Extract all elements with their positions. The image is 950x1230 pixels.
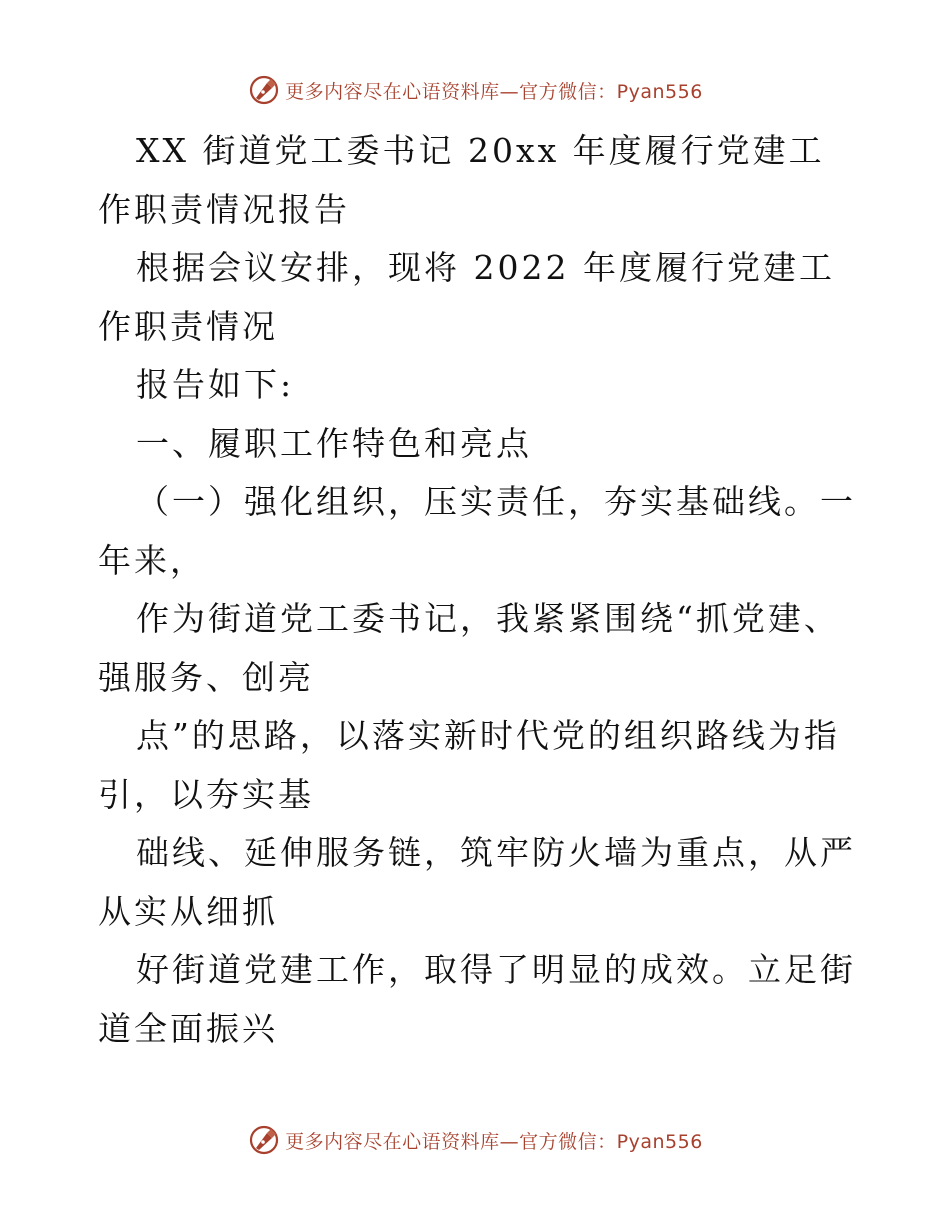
- paragraph-6: 础线、延伸服务链，筑牢防火墙为重点，从严从实从细抓: [98, 833, 856, 931]
- paragraph-1: 根据会议安排，现将 2022 年度履行党建工作职责情况: [98, 248, 835, 346]
- footer-watermark: [247, 1123, 703, 1157]
- paragraph-5: 点”的思路，以落实新时代党的组织路线为指引，以夯实基: [98, 716, 840, 814]
- document-title: XX 街道党工委书记 20xx 年度履行党建工作职责情况报告: [98, 131, 825, 229]
- paragraph-3: （一）强化组织，压实责任，夯实基础线。一年来，: [98, 482, 856, 580]
- paragraph-4: 作为街道党工委书记，我紧紧围绕“抓党建、强服务、创亮: [98, 599, 840, 697]
- section-heading-1: 一、履职工作特色和亮点: [136, 423, 532, 463]
- pen-nib-logo-icon: [247, 73, 281, 107]
- footer-watermark-banner: [0, 1120, 950, 1160]
- footer-watermark-text: 更多内容尽在心语资料库—官方微信：Pyan556: [285, 1130, 703, 1153]
- header-watermark-banner: [0, 70, 950, 110]
- paragraph-7: 好街道党建工作，取得了明显的成效。立足街道全面振兴: [98, 950, 856, 1048]
- pen-nib-logo-icon: [247, 1123, 281, 1157]
- paragraph-2: 报告如下:: [136, 365, 295, 404]
- document-body: [98, 122, 858, 1058]
- header-watermark: [247, 73, 703, 107]
- header-watermark-text: 更多内容尽在心语资料库—官方微信：Pyan556: [285, 80, 703, 103]
